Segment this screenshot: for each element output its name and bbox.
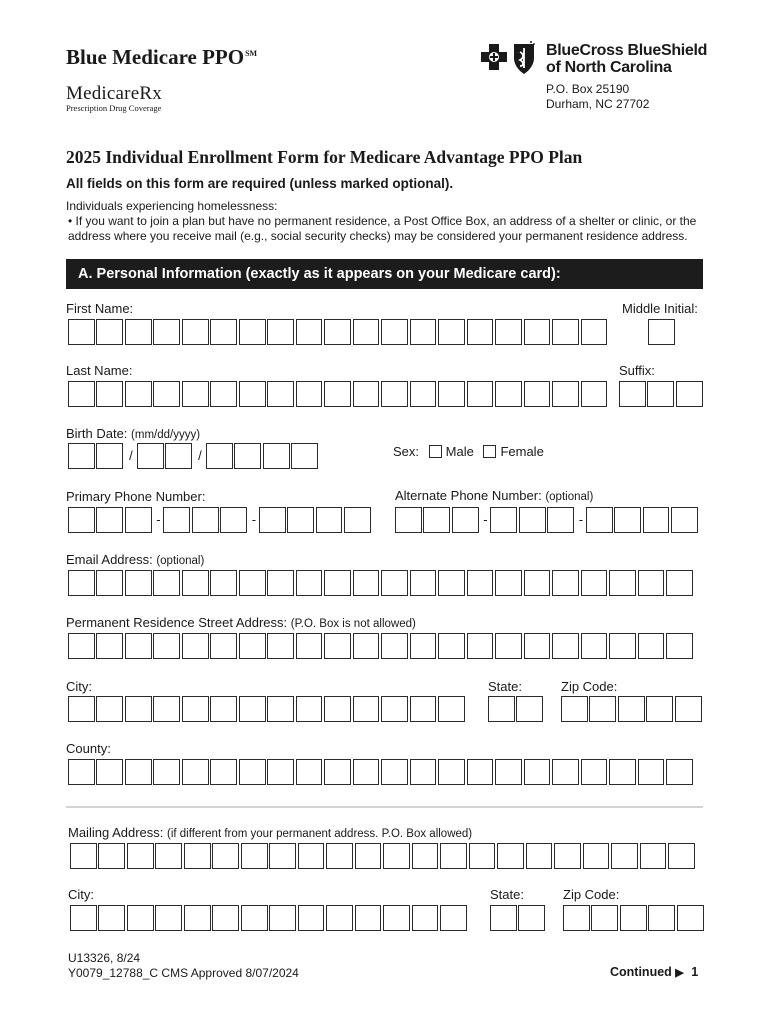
character-box[interactable] [96,696,123,723]
character-box[interactable] [153,570,180,597]
character-box[interactable] [326,843,353,870]
character-box[interactable] [353,319,380,346]
form-title: 2025 Individual Enrollment Form for Medicare Advantage PPO Plan [66,147,583,167]
character-box[interactable] [239,570,266,597]
character-box[interactable] [125,319,152,346]
character-box[interactable] [591,905,618,932]
character-box[interactable] [70,905,97,932]
character-box[interactable] [353,696,380,723]
zip-code-field[interactable] [561,695,703,723]
character-box[interactable] [467,570,494,597]
character-box[interactable] [125,696,152,723]
character-box[interactable] [410,696,437,723]
character-box[interactable] [353,633,380,660]
birth-year-box[interactable] [234,443,261,470]
character-box[interactable] [381,633,408,660]
character-box[interactable] [355,843,382,870]
birth-day-box[interactable] [137,443,164,470]
character-box[interactable] [212,843,239,870]
character-box[interactable] [648,905,675,932]
character-box[interactable] [239,633,266,660]
mailing-address-note: (if different from your permanent address. P.O. Box allowed) [167,828,473,840]
character-box[interactable] [438,759,465,786]
character-box[interactable] [324,319,351,346]
section-a-heading: A. Personal Information (exactly as it appears on your Medicare card): [66,259,703,289]
character-box[interactable] [438,381,465,408]
character-box[interactable] [410,759,437,786]
phone-digit-box[interactable] [643,507,670,534]
character-box[interactable] [267,570,294,597]
character-box[interactable] [638,570,665,597]
character-box[interactable] [326,905,353,932]
bcbs-name-line1: BlueCross BlueShield [546,42,708,59]
character-box[interactable] [609,570,636,597]
character-box[interactable] [677,905,704,932]
mailing-address-label [68,825,472,840]
po-box-not-allowed-note: (P.O. Box is not allowed) [290,618,416,630]
character-box[interactable] [438,696,465,723]
character-box[interactable] [96,570,123,597]
male-checkbox[interactable] [429,445,442,458]
mailing-state-field[interactable] [490,904,547,932]
character-box[interactable] [296,319,323,346]
alternate-phone-text: Alternate Phone Number: [395,488,542,503]
phone-digit-box[interactable] [519,507,546,534]
character-box[interactable] [182,633,209,660]
character-box[interactable] [611,843,638,870]
last-name-field[interactable] [68,380,609,408]
birth-date-text: Birth Date: [66,426,128,441]
character-box[interactable] [410,381,437,408]
character-box[interactable] [676,381,703,408]
character-box[interactable] [184,843,211,870]
character-box[interactable] [127,843,154,870]
homelessness-text: • If you want to join a plan but have no permanent residence, a Post Office Box, an address of a shelter or clinic, or the address where you receive mail (e.g., social security checks) may be considered your permanent residence address. [68,214,697,243]
character-box[interactable] [646,696,673,723]
character-box[interactable] [353,381,380,408]
form-codes [68,951,299,981]
bcbs-company-name [546,42,707,76]
homelessness-heading: Individuals experiencing homelessness: [66,199,278,213]
city-field[interactable] [68,695,467,723]
character-box[interactable] [267,381,294,408]
character-box[interactable] [581,319,608,346]
birth-date-field[interactable] [68,442,320,470]
character-box[interactable] [638,759,665,786]
section-divider [66,806,703,808]
character-box[interactable] [381,759,408,786]
character-box[interactable] [589,696,616,723]
character-box[interactable] [412,905,439,932]
character-box[interactable] [381,696,408,723]
character-box[interactable] [440,843,467,870]
character-box[interactable] [239,696,266,723]
homelessness-note [66,199,698,244]
bcbs-cross-shield-icon [480,40,540,80]
character-box[interactable] [467,319,494,346]
phone-digit-box[interactable] [395,507,422,534]
character-box[interactable] [68,319,95,346]
character-box[interactable] [561,696,588,723]
character-box[interactable] [98,905,125,932]
character-box[interactable] [666,633,693,660]
character-box[interactable] [619,381,646,408]
character-box[interactable] [96,633,123,660]
character-box[interactable] [210,696,237,723]
character-box[interactable] [125,759,152,786]
character-box[interactable] [324,633,351,660]
character-box[interactable] [412,843,439,870]
character-box[interactable] [497,843,524,870]
character-box[interactable] [552,319,579,346]
character-box[interactable] [182,759,209,786]
character-box[interactable] [609,633,636,660]
character-box[interactable] [296,570,323,597]
county-field[interactable] [68,758,695,786]
phone-dash: - [251,512,257,527]
optional-tag: (optional) [545,491,594,503]
character-box[interactable] [647,381,674,408]
character-box[interactable] [68,759,95,786]
character-box[interactable] [524,759,551,786]
email-text: Email Address: [66,552,153,567]
primary-phone-field[interactable] [68,506,373,534]
character-box[interactable] [554,843,581,870]
character-box[interactable] [96,759,123,786]
mailing-city-field[interactable] [70,904,469,932]
character-box[interactable] [210,381,237,408]
character-box[interactable] [210,570,237,597]
continued-arrow-icon: ▶ [675,967,684,979]
character-box[interactable] [438,633,465,660]
phone-digit-box[interactable] [452,507,479,534]
mailing-state-label: State: [490,887,524,902]
character-box[interactable] [518,905,545,932]
character-box[interactable] [324,759,351,786]
character-box[interactable] [495,633,522,660]
character-box[interactable] [552,570,579,597]
state-label: State: [488,679,522,694]
phone-digit-box[interactable] [614,507,641,534]
character-box[interactable] [552,759,579,786]
phone-dash: - [483,512,488,527]
character-box[interactable] [552,633,579,660]
character-box[interactable] [68,696,95,723]
page-number: 1 [691,965,699,979]
phone-digit-box[interactable] [316,507,343,534]
character-box[interactable] [467,759,494,786]
permanent-address-text: Permanent Residence Street Address: [66,615,288,630]
character-box[interactable] [296,381,323,408]
character-box[interactable] [438,570,465,597]
character-box[interactable] [355,905,382,932]
character-box[interactable] [581,381,608,408]
character-box[interactable] [125,381,152,408]
female-label: Female [500,444,544,459]
medicare-rx-wordmark: MedicareRx [66,83,162,104]
character-box[interactable] [495,381,522,408]
email-label [66,552,204,567]
character-box[interactable] [353,759,380,786]
character-box[interactable] [298,905,325,932]
medicare-rx-tagline: Prescription Drug Coverage [66,103,162,113]
required-fields-note: All fields on this form are required (unless marked optional). [66,176,454,191]
character-box[interactable] [127,905,154,932]
county-label: County: [66,741,111,756]
character-box[interactable] [410,570,437,597]
phone-digit-box[interactable] [344,507,371,534]
phone-digit-box[interactable] [220,507,247,534]
alternate-phone-label [395,488,593,503]
character-box[interactable] [563,905,590,932]
character-box[interactable] [182,319,209,346]
birth-day-box[interactable] [165,443,192,470]
sex-label: Sex: [393,444,420,459]
mailing-address-block [546,82,649,112]
blue-shield-icon [514,44,534,74]
character-box[interactable] [581,633,608,660]
character-box[interactable] [241,843,268,870]
phone-dash: - [578,512,584,527]
character-box[interactable] [153,696,180,723]
character-box[interactable] [155,843,182,870]
character-box[interactable] [267,696,294,723]
character-box[interactable] [153,319,180,346]
character-box[interactable] [98,843,125,870]
character-box[interactable] [381,319,408,346]
permanent-address-field[interactable] [68,632,695,660]
character-box[interactable] [583,843,610,870]
character-box[interactable] [182,570,209,597]
birth-month-box[interactable] [68,443,95,470]
character-box[interactable] [182,696,209,723]
phone-digit-box[interactable] [423,507,450,534]
character-box[interactable] [298,843,325,870]
character-box[interactable] [184,905,211,932]
character-box[interactable] [490,905,517,932]
suffix-field[interactable] [619,380,704,408]
birth-month-box[interactable] [96,443,123,470]
character-box[interactable] [153,759,180,786]
character-box[interactable] [125,633,152,660]
character-box[interactable] [552,381,579,408]
medicare-rx-logo [66,83,162,113]
character-box[interactable] [267,633,294,660]
alternate-phone-field[interactable] [395,506,700,534]
cms-approval: Y0079_12788_C CMS Approved 8/07/2024 [68,966,299,980]
character-box[interactable] [324,696,351,723]
character-box[interactable] [267,759,294,786]
character-box[interactable] [296,759,323,786]
character-box[interactable] [353,570,380,597]
phone-digit-box[interactable] [287,507,314,534]
character-box[interactable] [648,319,675,346]
birth-date-format: (mm/dd/yyyy) [131,429,201,441]
character-box[interactable] [488,696,515,723]
mailing-zip-code-label: Zip Code: [563,887,620,902]
phone-digit-box[interactable] [96,507,123,534]
character-box[interactable] [469,843,496,870]
city-state-zip: Durham, NC 27702 [546,97,650,111]
female-checkbox[interactable] [483,445,496,458]
first-name-label: First Name: [66,301,134,316]
character-box[interactable] [640,843,667,870]
character-box[interactable] [524,570,551,597]
character-box[interactable] [383,843,410,870]
continued-text: Continued [610,965,672,979]
last-name-label: Last Name: [66,363,133,378]
character-box[interactable] [438,319,465,346]
birth-date-label [66,426,200,441]
character-box[interactable] [526,843,553,870]
character-box[interactable] [68,381,95,408]
middle-initial-field[interactable] [648,318,676,346]
continued-indicator [610,965,698,979]
character-box[interactable] [239,759,266,786]
phone-digit-box[interactable] [192,507,219,534]
character-box[interactable] [70,843,97,870]
mailing-address-text: Mailing Address: [68,825,164,840]
character-box[interactable] [440,905,467,932]
plan-brand: Blue Medicare PPO℠ [66,45,258,69]
character-box[interactable] [210,319,237,346]
character-box[interactable] [383,905,410,932]
birth-year-box[interactable] [291,443,318,470]
birth-year-box[interactable] [206,443,233,470]
character-box[interactable] [618,696,645,723]
character-box[interactable] [241,905,268,932]
phone-dash: - [156,512,161,527]
male-label: Male [445,444,474,459]
optional-tag: (optional) [156,555,205,567]
birth-year-box[interactable] [263,443,290,470]
character-box[interactable] [296,696,323,723]
character-box[interactable] [96,319,123,346]
character-box[interactable] [495,759,522,786]
character-box[interactable] [666,570,693,597]
character-box[interactable] [620,905,647,932]
character-box[interactable] [524,319,551,346]
character-box[interactable] [153,381,180,408]
phone-digit-box[interactable] [68,507,95,534]
state-field[interactable] [488,695,545,723]
character-box[interactable] [668,843,695,870]
primary-phone-label: Primary Phone Number: [66,489,206,504]
character-box[interactable] [638,633,665,660]
character-box[interactable] [68,633,95,660]
character-box[interactable] [239,319,266,346]
blue-cross-icon [481,44,507,70]
character-box[interactable] [609,759,636,786]
suffix-label: Suffix: [619,363,655,378]
character-box[interactable] [125,570,152,597]
date-separator: / [198,448,202,463]
form-number: U13326, 8/24 [68,951,141,965]
middle-initial-label: Middle Initial: [622,301,698,316]
phone-digit-box[interactable] [163,507,190,534]
sex-field [393,444,544,459]
character-box[interactable] [68,570,95,597]
character-box[interactable] [155,905,182,932]
character-box[interactable] [666,759,693,786]
phone-digit-box[interactable] [671,507,698,534]
email-field[interactable] [68,569,695,597]
character-box[interactable] [581,570,608,597]
character-box[interactable] [524,633,551,660]
character-box[interactable] [269,843,296,870]
mailing-zip-code-field[interactable] [563,904,705,932]
character-box[interactable] [324,570,351,597]
character-box[interactable] [467,633,494,660]
character-box[interactable] [516,696,543,723]
character-box[interactable] [495,570,522,597]
character-box[interactable] [495,319,522,346]
phone-digit-box[interactable] [125,507,152,534]
character-box[interactable] [524,381,551,408]
date-separator: / [129,448,133,463]
character-box[interactable] [410,633,437,660]
character-box[interactable] [210,633,237,660]
character-box[interactable] [324,381,351,408]
permanent-address-label [66,615,416,630]
mailing-city-label: City: [68,887,94,902]
character-box[interactable] [381,381,408,408]
character-box[interactable] [381,570,408,597]
service-mark: SM [245,49,258,58]
character-box[interactable] [581,759,608,786]
zip-code-label: Zip Code: [561,679,618,694]
character-box[interactable] [410,319,437,346]
phone-digit-box[interactable] [490,507,517,534]
phone-digit-box[interactable] [547,507,574,534]
phone-digit-box[interactable] [259,507,286,534]
character-box[interactable] [212,905,239,932]
mailing-address-field[interactable] [70,842,697,870]
bcbs-name-line2: of North Carolina [546,59,672,76]
city-label: City: [66,679,92,694]
character-box[interactable] [96,381,123,408]
character-box[interactable] [296,633,323,660]
character-box[interactable] [153,633,180,660]
character-box[interactable] [239,381,266,408]
character-box[interactable] [675,696,702,723]
po-box: P.O. Box 25190 [546,82,630,96]
first-name-field[interactable] [68,318,609,346]
character-box[interactable] [267,319,294,346]
character-box[interactable] [269,905,296,932]
phone-digit-box[interactable] [586,507,613,534]
character-box[interactable] [467,381,494,408]
character-box[interactable] [182,381,209,408]
character-box[interactable] [210,759,237,786]
